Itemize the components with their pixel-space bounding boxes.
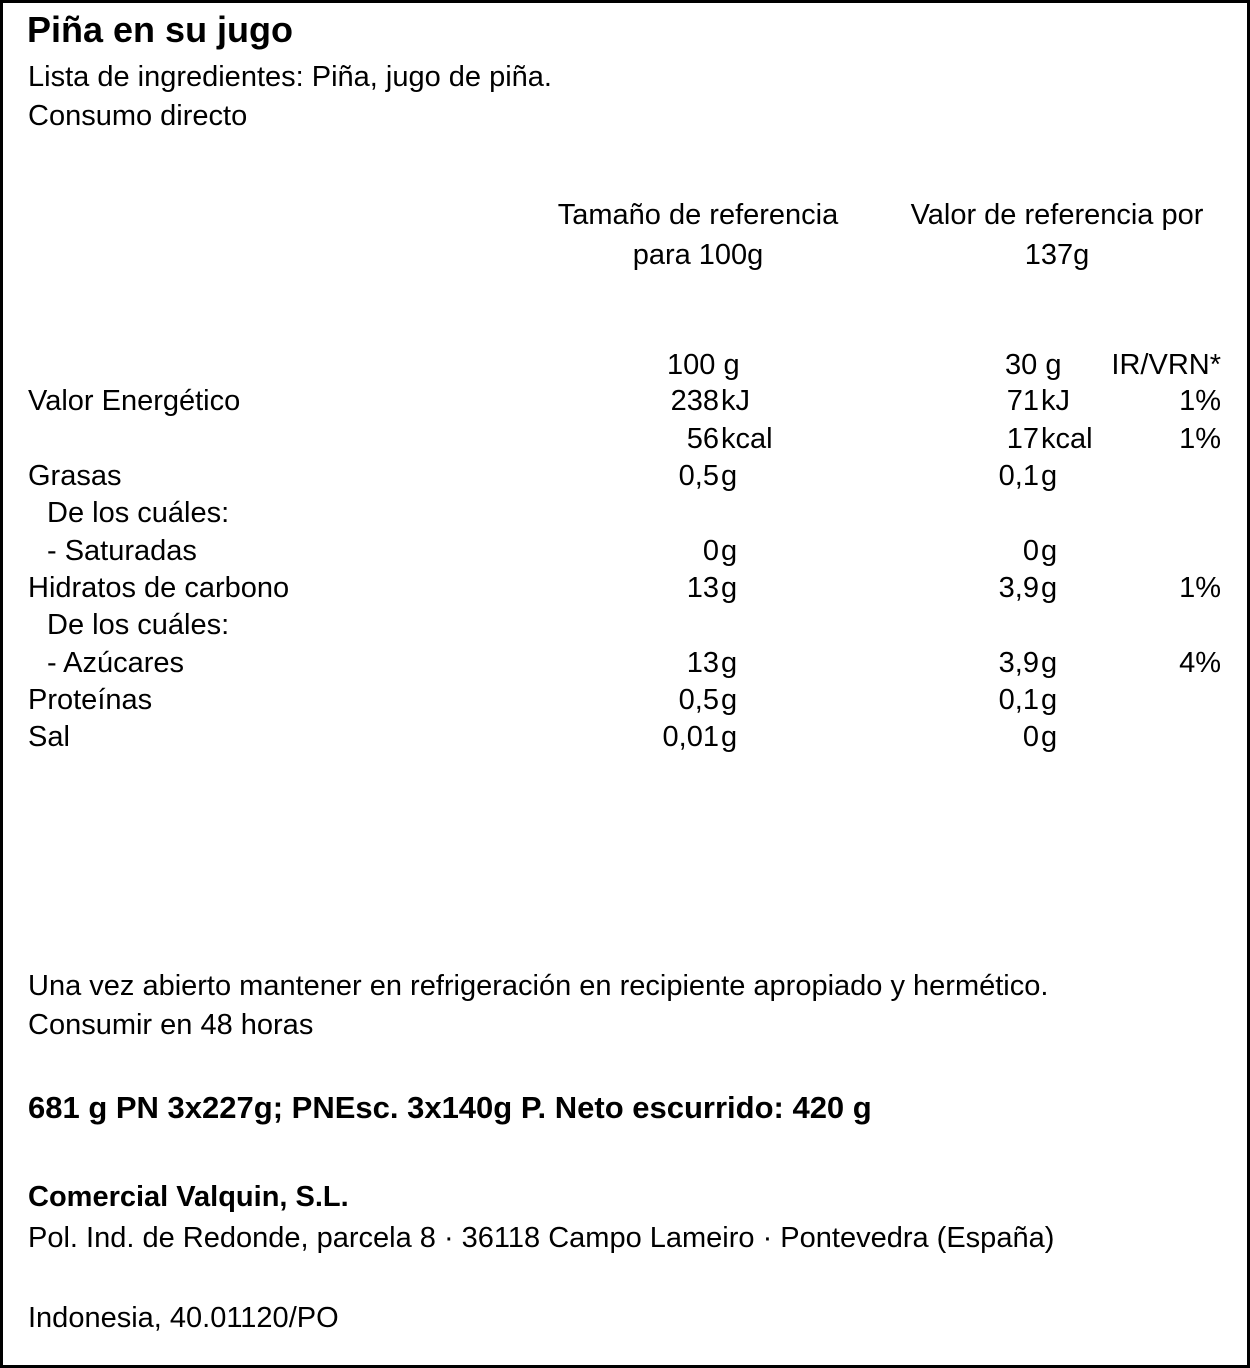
- ref-size-heading-line2: para 100g: [632, 239, 764, 271]
- nutrient-label: Proteínas: [28, 684, 153, 716]
- nutrient-label: Sal: [28, 721, 70, 753]
- company-address: Pol. Ind. de Redonde, parcela 8 · 36118 Campo Lameiro · Pontevedra (España): [28, 1222, 1055, 1254]
- unit-100g: g: [721, 460, 738, 492]
- ref-value-heading-line1: Valor de referencia por: [910, 199, 1204, 231]
- nutrient-label: Grasas: [28, 460, 122, 492]
- value-ir: 1%: [1179, 572, 1221, 604]
- unit-100g: g: [721, 684, 738, 716]
- unit-100g: g: [721, 572, 738, 604]
- unit-100g: g: [721, 647, 738, 679]
- value-30g: 0,1: [998, 460, 1039, 492]
- value-100g: 56: [686, 423, 719, 455]
- value-100g: 0,5: [678, 684, 719, 716]
- unit-30g: g: [1041, 684, 1058, 716]
- value-100g: 0: [702, 535, 719, 567]
- column-header-100g: 100 g: [667, 349, 740, 381]
- ref-value-heading-line2: 137g: [1024, 239, 1090, 271]
- unit-100g: g: [721, 535, 738, 567]
- nutrient-label: - Azúcares: [47, 647, 184, 679]
- usage-note: Consumo directo: [28, 100, 248, 132]
- origin-code: Indonesia, 40.01120/PO: [28, 1302, 339, 1334]
- company-name: Comercial Valquin, S.L.: [28, 1181, 349, 1213]
- value-100g: 0,5: [678, 460, 719, 492]
- unit-30g: g: [1041, 721, 1058, 753]
- value-100g: 0,01: [662, 721, 719, 753]
- unit-100g: kcal: [721, 423, 773, 455]
- unit-30g: g: [1041, 647, 1058, 679]
- unit-30g: g: [1041, 460, 1058, 492]
- value-ir: 1%: [1179, 423, 1221, 455]
- nutrient-label: De los cuáles:: [47, 497, 230, 529]
- nutrient-label: Valor Energético: [28, 385, 241, 417]
- value-ir: 1%: [1179, 385, 1221, 417]
- nutrient-label: Hidratos de carbono: [28, 572, 290, 604]
- value-100g: 13: [686, 647, 719, 679]
- unit-100g: g: [721, 721, 738, 753]
- unit-30g: g: [1041, 572, 1058, 604]
- unit-100g: kJ: [721, 385, 750, 417]
- unit-30g: kcal: [1041, 423, 1093, 455]
- value-30g: 0,1: [998, 684, 1039, 716]
- unit-30g: g: [1041, 535, 1058, 567]
- column-header-ir: IR/VRN*: [1111, 349, 1221, 381]
- column-header-30g: 30 g: [1005, 349, 1062, 381]
- value-30g: 3,9: [998, 647, 1039, 679]
- storage-instructions: Una vez abierto mantener en refrigeración en recipiente apropiado y hermético.: [28, 970, 1049, 1002]
- consumption-note: Consumir en 48 horas: [28, 1009, 314, 1041]
- product-title: Piña en su jugo: [27, 9, 294, 50]
- unit-30g: kJ: [1041, 385, 1070, 417]
- value-30g: 3,9: [998, 572, 1039, 604]
- value-30g: 0: [1022, 535, 1039, 567]
- value-30g: 71: [1006, 385, 1039, 417]
- ingredients-list: Lista de ingredientes: Piña, jugo de piña.: [28, 61, 552, 93]
- value-100g: 13: [686, 572, 719, 604]
- nutrient-label: - Saturadas: [47, 535, 197, 567]
- nutrient-label: De los cuáles:: [47, 609, 230, 641]
- ref-size-heading-line1: Tamaño de referencia: [557, 199, 839, 231]
- net-weights: 681 g PN 3x227g; PNEsc. 3x140g P. Neto escurrido: 420 g: [28, 1090, 872, 1125]
- value-30g: 17: [1006, 423, 1039, 455]
- value-100g: 238: [670, 385, 719, 417]
- value-ir: 4%: [1179, 647, 1221, 679]
- value-30g: 0: [1022, 721, 1039, 753]
